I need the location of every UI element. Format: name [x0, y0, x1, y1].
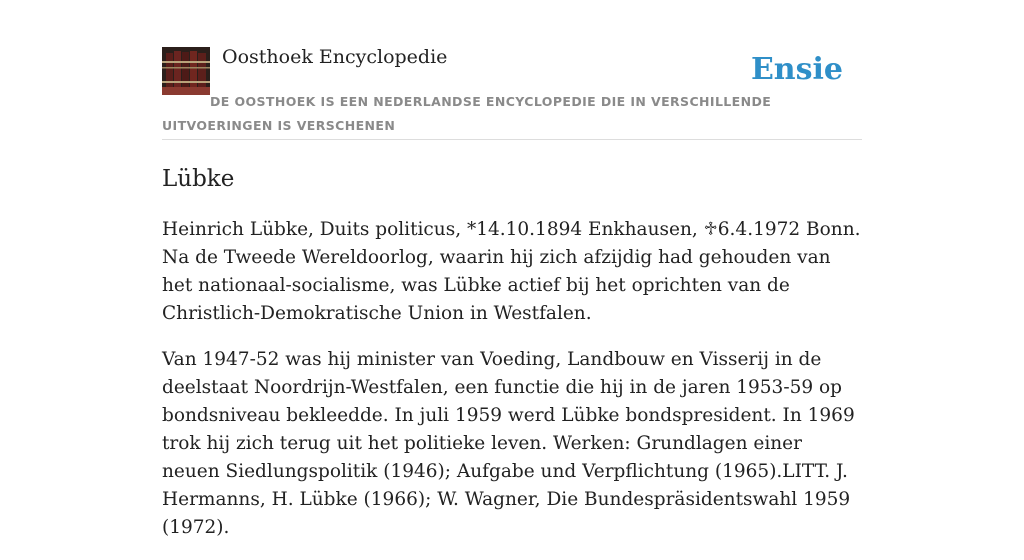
- site-header: [162, 46, 862, 140]
- encyclopedia-books-avatar[interactable]: [162, 47, 210, 95]
- article: [162, 160, 862, 560]
- article-paragraph-1: Heinrich Lübke, Duits politicus, *14.10.1894 Enkhausen, ♱6.4.1972 Bonn. Na de Tweede Wereldoorlog, waarin hij zich afzijdig had gehouden van het nationaal-socialisme, was Lübke actief bij het oprichten van de Christlich-Demokratische Union in Westfalen.: [162, 219, 861, 324]
- site-tagline: DE OOSTHOEK IS EEN NEDERLANDSE ENCYCLOPEDIE DIE IN VERSCHILLENDE UITVOERINGEN IS VERSCHENEN: [162, 94, 772, 133]
- books-icon: [162, 47, 210, 95]
- ensie-logo-link[interactable]: Ensie: [750, 52, 843, 87]
- site-title[interactable]: Oosthoek Encyclopedie: [222, 46, 448, 68]
- article-title: Lübke: [162, 166, 235, 192]
- article-paragraph-2: Van 1947-52 was hij minister van Voeding, Landbouw en Visserij in de deelstaat Noordrijn-Westfalen, een functie die hij in de jaren 1953-59 op bondsniveau bekleedde. In juli 1959 werd Lübke bondspresident. In 1969 trok hij zich terug uit het politieke leven. Werken: Grundlagen einer neuen Siedlungspolitik (1946); Aufgabe und Verpflichtung (1965).LITT. J. Hermanns, H. Lübke (1966); W. Wagner, Die Bundespräsidentswahl 1959 (1972).: [162, 349, 855, 538]
